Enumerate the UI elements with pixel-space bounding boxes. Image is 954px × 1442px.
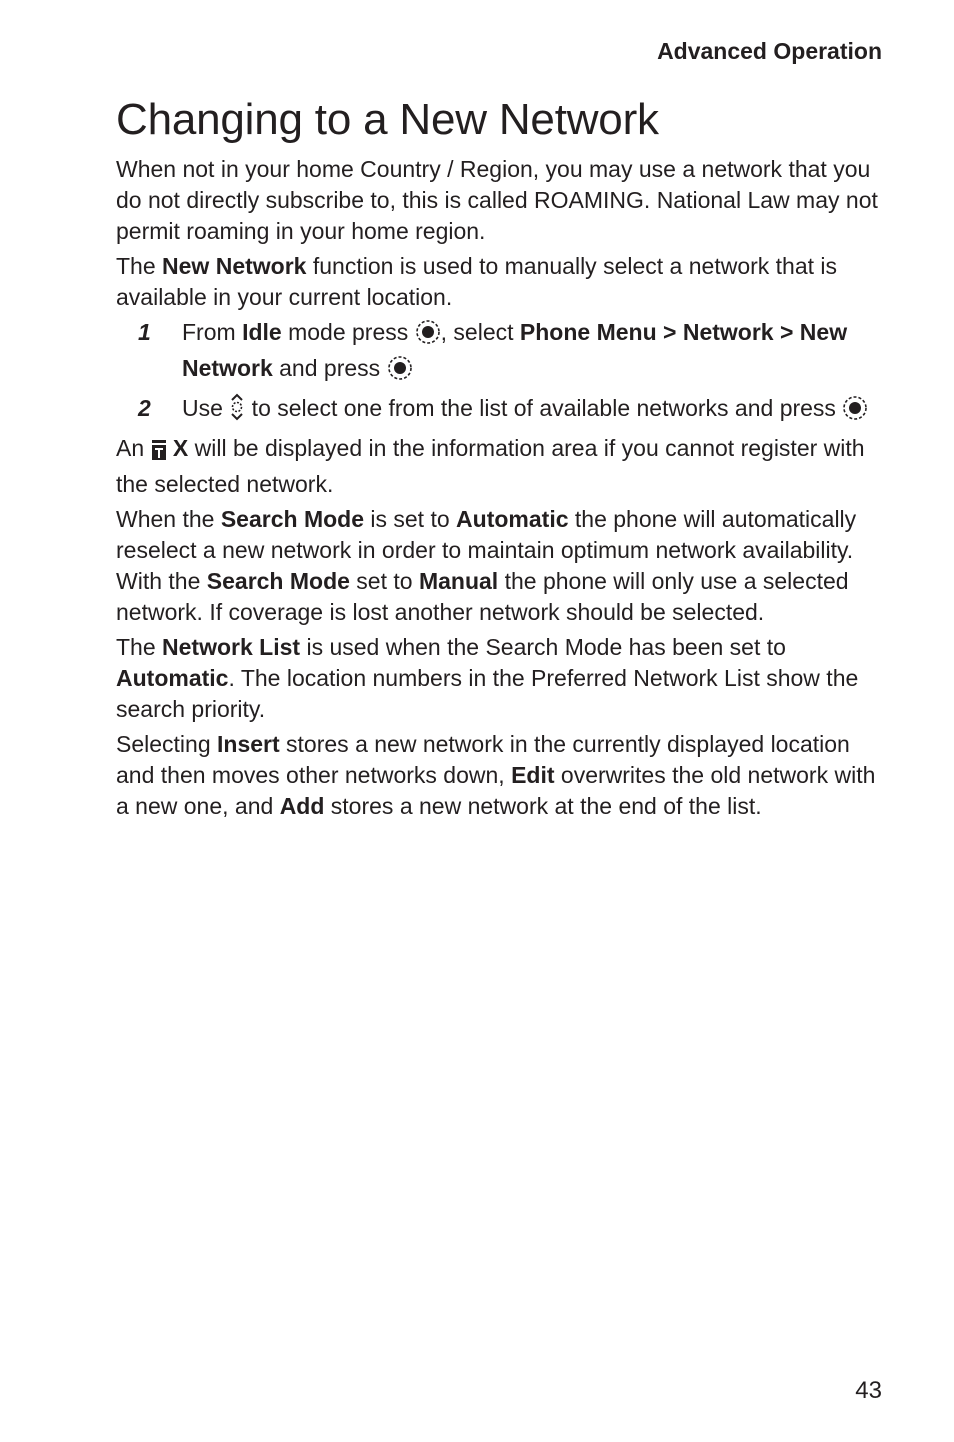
insert-edit-add-paragraph: Selecting Insert stores a new network in the currently displayed location and then moves other networks down, Edit overwrites the old network with a new one, and Add stores a new network at the end of the list. xyxy=(116,731,876,819)
navigation-key-icon xyxy=(229,393,245,429)
network-list-paragraph: The Network List is used when the Search Mode has been set to Automatic. The location numbers in the Preferred Network List show the search priority. xyxy=(116,634,859,722)
intro-paragraph: When not in your home Country / Region, you may use a network that you do not directly subscribe to, this is called ROAMING. National Law may not permit roaming in your home region. xyxy=(116,156,878,244)
new-network-paragraph: The New Network function is used to manually select a network that is available in your current location. xyxy=(116,253,838,310)
search-mode-paragraph: When the Search Mode is set to Automatic the phone will automatically reselect a new network in order to maintain optimum network availability. With the Search Mode set to Manual the phone will only use a selected network. If coverage is lost another network should be selected. xyxy=(116,506,857,625)
section-header: Advanced Operation xyxy=(657,38,882,64)
step-1: 1 From Idle mode press , select Phone Menu > Network > New Network and press xyxy=(116,317,891,389)
page-number: 43 xyxy=(855,1377,882,1404)
step-2: 2 Use to select one from the list of available networks and press xyxy=(116,393,891,429)
page-content xyxy=(116,92,891,826)
page-title: Changing to a New Network xyxy=(116,95,659,144)
step-number: 1 xyxy=(138,319,151,345)
select-key-icon xyxy=(415,319,441,353)
step-number: 2 xyxy=(138,395,151,421)
registration-error-paragraph: An X will be displayed in the information area if you cannot register with the selected network. xyxy=(116,435,865,497)
signal-strength-icon xyxy=(151,438,167,469)
select-key-icon xyxy=(387,355,413,389)
select-key-icon xyxy=(842,395,868,429)
